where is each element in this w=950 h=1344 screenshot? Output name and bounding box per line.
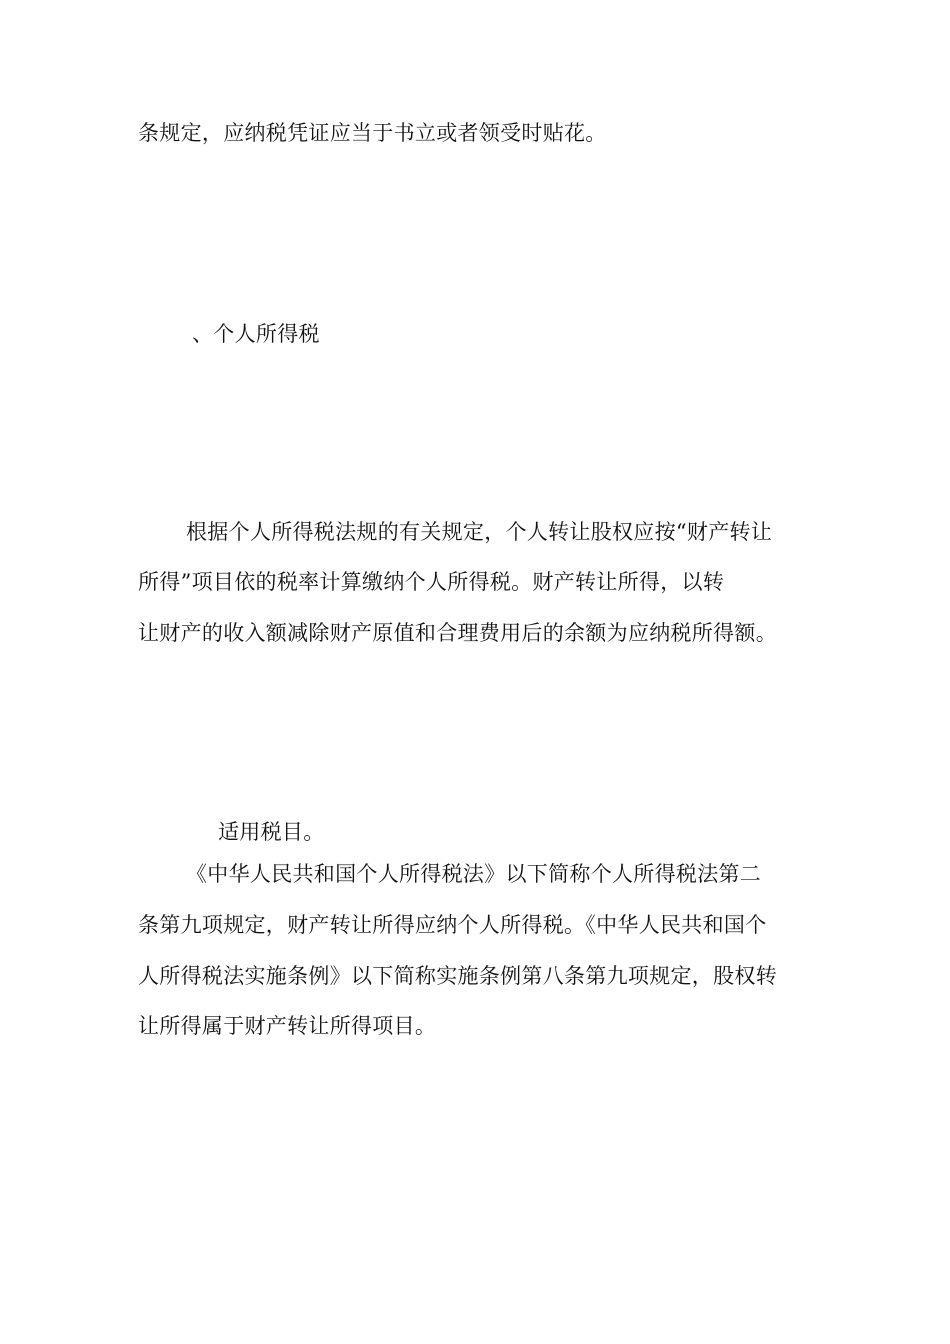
text-line: 根据个人所得税法规的有关规定，个人转让股权应按“财产转让 [186,520,773,544]
subsection-heading: 适用税目。 [218,820,325,844]
section-heading: 、个人所得税 [192,322,320,346]
text-line: 人所得税法实施条例》以下简称实施条例第八条第九项规定，股权转 [138,964,777,988]
text-line: 条第九项规定，财产转让所得应纳个人所得税。《中华人民共和国个 [138,913,767,937]
text-line: 《中华人民共和国个人所得税法》以下简称个人所得税法第二 [186,862,762,886]
text-line: 让财产的收入额减除财产原值和合理费用后的余额为应纳税所得额。 [138,621,777,645]
text-line: 让所得属于财产转让所得项目。 [138,1014,437,1038]
text-line: 所得”项目依的税率计算缴纳个人所得税。财产转让所得，以转 [138,570,725,594]
text-line: 条规定，应纳税凭证应当于书立或者领受时贴花。 [138,121,607,145]
